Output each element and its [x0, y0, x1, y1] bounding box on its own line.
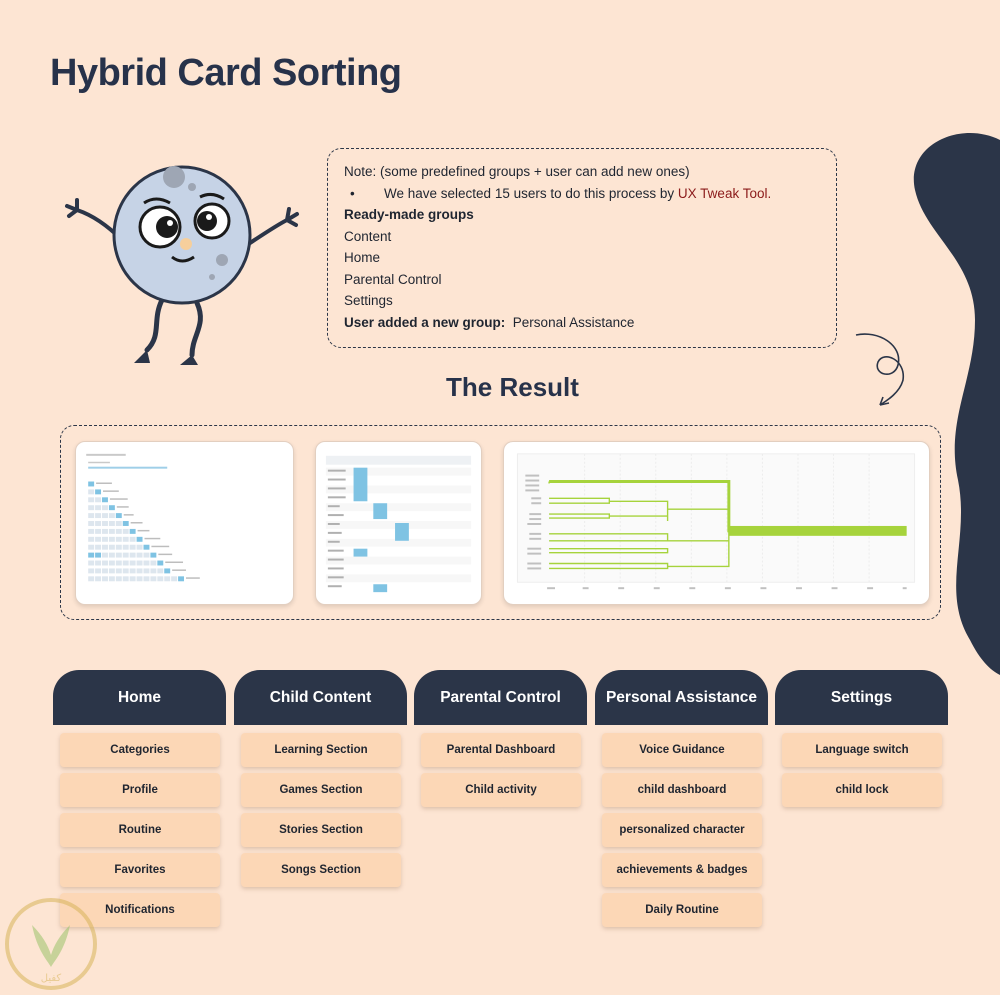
column-header: Home [53, 670, 226, 725]
dendrogram-thumbnail [503, 441, 930, 605]
card: Games Section [241, 773, 401, 807]
ready-groups-heading: Ready-made groups [344, 207, 474, 222]
result-title: The Result [446, 372, 579, 402]
card: achievements & badges [602, 853, 762, 887]
note-line [344, 161, 820, 183]
note-prefix: Note: [344, 164, 377, 179]
card: Profile [60, 773, 220, 807]
note-box [327, 148, 837, 348]
column-settings [775, 670, 948, 813]
column-child-content [234, 670, 407, 893]
card: Notifications [60, 893, 220, 927]
card: Routine [60, 813, 220, 847]
card: Parental Dashboard [421, 733, 581, 767]
watermark-logo-icon [2, 895, 100, 993]
card: Songs Section [241, 853, 401, 887]
card: Stories Section [241, 813, 401, 847]
group-item: Content [344, 228, 392, 244]
tool-name: UX Tweak Tool. [677, 185, 772, 201]
group-item: Home [344, 250, 381, 265]
similarity-matrix-thumbnail [75, 441, 294, 605]
card: Favorites [60, 853, 220, 887]
card: Language switch [782, 733, 942, 767]
note-text: (some predefined groups + user can add new ones) [376, 164, 690, 179]
card: Child activity [421, 773, 581, 807]
column-header: Parental Control [414, 670, 587, 725]
column-header: Child Content [234, 670, 407, 725]
column-parental-control [414, 670, 587, 813]
column-home [53, 670, 226, 933]
card: child lock [782, 773, 942, 807]
added-group-label: User added a new group [344, 314, 501, 330]
bullet-dot: • [350, 185, 355, 201]
added-group-line: User added a new group: Personal Assistance [344, 314, 635, 330]
card: Categories [60, 733, 220, 767]
group-item: Parental Control [344, 271, 442, 287]
note-bullet [344, 183, 820, 205]
column-header: Personal Assistance [595, 670, 768, 725]
results-table-thumbnail [315, 441, 482, 605]
card: child dashboard [602, 773, 762, 807]
bullet-text: We have selected 15 users to do this process by [384, 185, 678, 201]
page-title: Hybrid Card Sorting [50, 52, 402, 94]
card: Voice Guidance [602, 733, 762, 767]
card: Daily Routine [602, 893, 762, 927]
card: personalized character [602, 813, 762, 847]
logo-text: كفيل [40, 973, 62, 984]
column-header: Settings [775, 670, 948, 725]
group-item: Settings [344, 293, 393, 308]
column-personal-assistance [595, 670, 768, 933]
added-group-value: Personal Assistance [512, 314, 635, 330]
moon-mascot-illustration [62, 155, 312, 375]
card: Learning Section [241, 733, 401, 767]
